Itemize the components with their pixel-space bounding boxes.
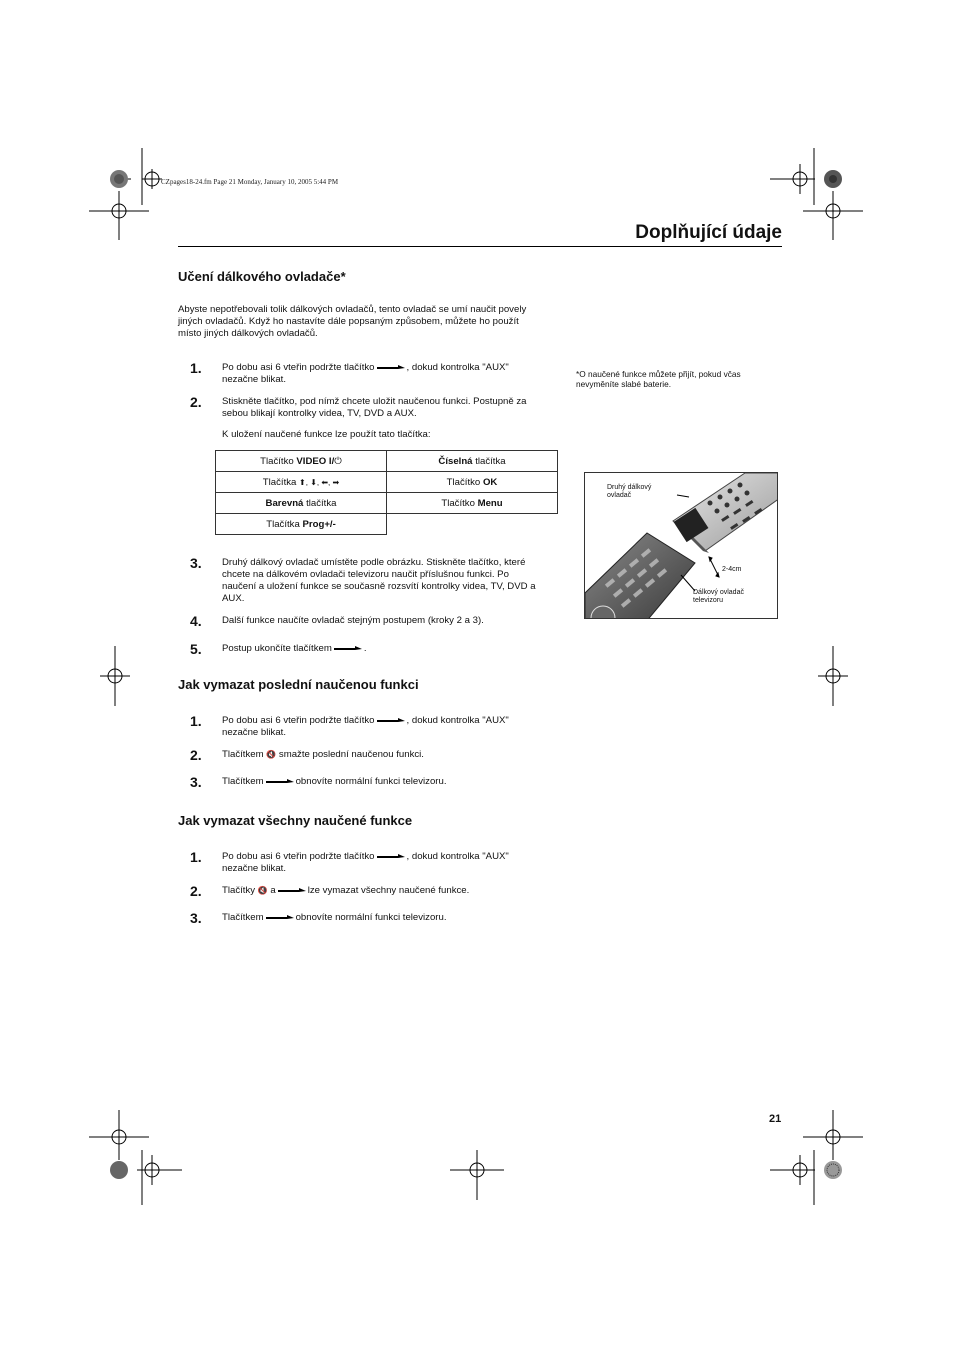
power-icon: ⏻	[334, 455, 342, 467]
title-rule	[178, 246, 782, 247]
table-cell	[216, 451, 387, 472]
crosshair-mark-top-right-inner	[803, 191, 863, 240]
intro-line: Abyste nepotřebovali tolik dálkových ovladačů, tento ovladač se umí naučit povely	[178, 304, 527, 315]
step-number: 1.	[190, 713, 202, 729]
step-text-part: chcete na dálkovém ovladači televizoru naučit příslušnou funkci. Po	[222, 569, 509, 580]
step-text-part: AUX.	[222, 593, 245, 604]
table-cell	[387, 472, 558, 493]
step-text	[222, 776, 554, 788]
step-text-part: .	[363, 643, 367, 654]
label-line: Druhý dálkový	[607, 484, 652, 491]
step-text-part: Tlačítkem	[222, 749, 264, 760]
cell-text-bold: Prog+/-	[302, 518, 336, 530]
step-number: 1.	[190, 849, 202, 865]
step-text	[222, 362, 554, 386]
long-arrow-icon	[266, 913, 294, 921]
step-text-part: Postup ukončíte tlačítkem	[222, 643, 332, 654]
step-number: 3.	[190, 774, 202, 790]
section-heading-erase-last: Jak vymazat poslední naučenou funkci	[178, 677, 419, 692]
step-text	[222, 643, 554, 655]
step-text-part: K uložení naučené funkce lze použít tato tlačítka:	[222, 429, 431, 440]
cell-text: Tlačítka	[266, 518, 303, 530]
crosshair-mark-bottom-left-outer	[137, 1150, 182, 1205]
step-text-part: Po dobu asi 6 vteřin podržte tlačítko	[222, 715, 375, 726]
table-cell	[387, 451, 558, 472]
step-text	[222, 715, 554, 739]
label-tv-remote	[693, 589, 744, 605]
color-target-top-right	[824, 170, 842, 188]
step-text-part: nezačne blikat.	[222, 727, 286, 738]
step-number: 2.	[190, 883, 202, 899]
step-number: 2.	[190, 394, 202, 410]
step-text-part: Po dobu asi 6 vteřin podržte tlačítko	[222, 851, 375, 862]
crosshair-mark-bottom-left-inner	[89, 1110, 149, 1160]
step-number: 3.	[190, 910, 202, 926]
step-text-part: lze vymazat všechny naučené funkce.	[307, 885, 470, 896]
step-text	[222, 885, 554, 897]
cell-text-bold: OK	[482, 476, 498, 488]
step-text-part: Druhý dálkový ovladač umístěte podle obrázku. Stiskněte tlačítko, které	[222, 557, 526, 568]
crosshair-mark-mid-left	[100, 646, 130, 706]
table-cell	[387, 493, 558, 514]
page-number: 21	[769, 1113, 782, 1125]
step-text-part: nezačne blikat.	[222, 863, 286, 874]
cell-text: tlačítka	[472, 455, 506, 467]
footnote	[576, 369, 776, 389]
section-heading-erase-all: Jak vymazat všechny naučené funkce	[178, 813, 413, 828]
step-text-part: obnovíte normální funkci televizoru.	[295, 776, 447, 787]
table-cell	[216, 472, 387, 493]
step-text-part: smažte poslední naučenou funkci.	[278, 749, 424, 760]
long-arrow-icon	[278, 886, 306, 894]
color-target-bottom-left	[110, 1161, 128, 1179]
step-text	[222, 851, 554, 875]
label-line: ovladač	[607, 492, 632, 499]
crosshair-mark-top-left-outer	[113, 148, 162, 205]
step-text	[222, 912, 554, 924]
step-text-part: sebou blikají kontrolky videa, TV, DVD a AUX.	[222, 408, 417, 419]
step-number: 1.	[190, 360, 202, 376]
table-cell	[216, 514, 387, 535]
section-heading-learning: Učení dálkového ovladače*	[178, 269, 346, 284]
long-arrow-icon	[266, 777, 294, 785]
crosshair-mark-bottom-center	[450, 1150, 504, 1200]
learnable-buttons-table	[215, 450, 558, 535]
mute-speaker-icon: 🔇	[266, 750, 277, 759]
step-number: 5.	[190, 641, 202, 657]
crosshair-mark-mid-right	[818, 646, 848, 706]
step-text-part: Tlačítkem	[222, 776, 264, 787]
step-number: 4.	[190, 613, 202, 629]
mute-speaker-icon: 🔇	[257, 886, 268, 895]
intro-line: místo jiných dálkových ovladačů.	[178, 328, 318, 339]
intro-line: jiných ovladačů. Když ho nastavíte dále popsaným způsobem, můžete ho použít	[178, 316, 519, 327]
tv-remote-shape	[585, 533, 695, 618]
cell-text-bold: VIDEO I/	[296, 455, 335, 467]
step-text-part: , dokud kontrolka "AUX"	[406, 851, 509, 862]
crosshair-mark-bottom-right-outer	[770, 1150, 815, 1205]
cell-text: Tlačítko	[260, 455, 297, 467]
remote-alignment-figure	[584, 472, 778, 619]
cell-text: Tlačítka	[262, 476, 300, 488]
second-remote-shape	[673, 473, 777, 553]
step-text-part: Tlačítky	[222, 885, 256, 896]
step-number: 3.	[190, 555, 202, 571]
step-text-part: Tlačítkem	[222, 912, 264, 923]
arrow-keys-icon: ⬆, ⬇, ⬅, ➡	[299, 477, 340, 487]
step-text-part: Stiskněte tlačítko, pod nímž chcete uložit naučenou funkci. Postupně za	[222, 396, 527, 407]
color-target-top-left	[110, 170, 128, 188]
cell-text: Tlačítko	[446, 476, 483, 488]
cell-text-bold: Barevná	[265, 497, 304, 509]
cell-text: tlačítka	[303, 497, 337, 509]
crosshair-mark-top-right-outer	[770, 148, 815, 205]
step-text: Další funkce naučíte ovladač stejným postupem (kroky 2 a 3).	[222, 615, 484, 626]
label-line: Dálkový ovladač	[693, 589, 744, 596]
label-distance: 2-4cm	[722, 566, 742, 573]
step-text-part: Po dobu asi 6 vteřin podržte tlačítko	[222, 362, 375, 373]
table-cell-empty	[387, 514, 558, 535]
step-text-part: naučení a uložení funkce se současně rozsvítí kontrolky videa, TV, DVD a	[222, 581, 536, 592]
page-title: Doplňující údaje	[635, 222, 782, 243]
cell-text-bold: Menu	[477, 497, 503, 509]
step-text-part: a	[270, 885, 276, 896]
long-arrow-icon	[377, 852, 405, 860]
crosshair-mark-top-left-inner	[89, 191, 149, 240]
step-text-part: obnovíte normální funkci televizoru.	[295, 912, 447, 923]
intro-paragraph	[178, 304, 568, 340]
long-arrow-icon	[377, 363, 405, 371]
step-text-part: , dokud kontrolka "AUX"	[406, 362, 509, 373]
step-text-part: nezačne blikat.	[222, 374, 286, 385]
crosshair-mark-bottom-right-inner	[803, 1110, 863, 1160]
label-line: televizoru	[693, 597, 723, 604]
footnote-line: *O naučené funkce můžete přijít, pokud včas	[576, 369, 741, 379]
table-cell	[216, 493, 387, 514]
cell-text-bold: Číselná	[438, 455, 473, 467]
step-text	[222, 396, 554, 441]
file-info-line: CZpages18-24.fm Page 21 Monday, January 10, 2005 5:44 PM	[161, 178, 339, 186]
label-second-remote	[607, 484, 651, 500]
cell-text: Tlačítko	[441, 497, 478, 509]
step-text	[222, 557, 554, 605]
long-arrow-icon	[334, 644, 362, 652]
step-text-part: , dokud kontrolka "AUX"	[406, 715, 509, 726]
color-target-bottom-right	[824, 1161, 842, 1179]
long-arrow-icon	[377, 716, 405, 724]
step-text	[222, 749, 554, 761]
step-number: 2.	[190, 747, 202, 763]
footnote-line: nevyměníte slabé baterie.	[576, 379, 672, 389]
